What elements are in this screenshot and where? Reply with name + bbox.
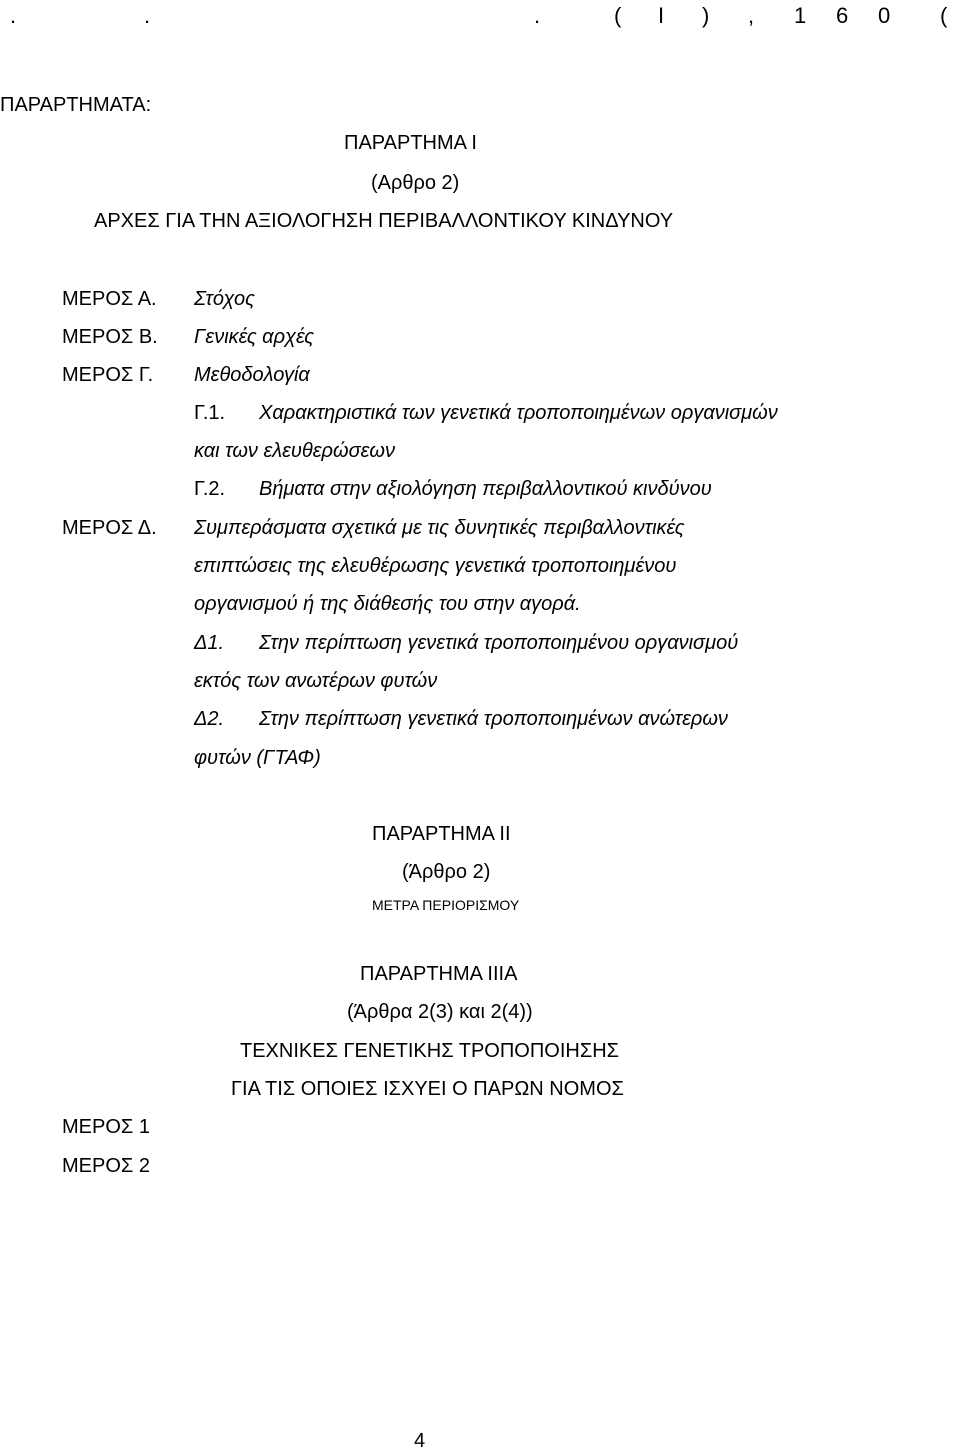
annex-3a-subtitle: ΤΕΧΝΙΚΕΣ ΓΕΝΕΤΙΚΗΣ ΤΡΟΠΟΠΟΙΗΣΗΣ	[240, 1040, 620, 1062]
part-d-line: Συμπεράσματα σχετικά με τις δυνητικές περιβαλλοντικές	[194, 517, 685, 539]
subsection-title-cont: και των ελευθερώσεων	[194, 440, 396, 462]
annex-3a-subtitle: ΓΙΑ ΤΙΣ ΟΠΟΙΕΣ ΙΣΧΥΕΙ Ο ΠΑΡΩΝ ΝΟΜΟΣ	[231, 1078, 624, 1100]
header-mark: 1	[794, 3, 807, 28]
subsection-title: Στην περίπτωση γενετικά τροποποιημένου οργανισμού	[259, 632, 739, 654]
part-d-line: οργανισμού ή της διάθεσής του στην αγορά.	[194, 593, 581, 615]
subsection-number: Δ2.	[194, 708, 225, 730]
annex-3a-title: ΠΑΡΑΡΤΗΜΑ ΙΙΙΑ	[360, 963, 518, 985]
subsection-number: Γ.1.	[194, 402, 226, 424]
annex-1-title: ΠΑΡΑΡΤΗΜΑ Ι	[344, 132, 477, 154]
header-mark: 6	[836, 3, 849, 28]
header-mark: .	[10, 3, 17, 28]
annex-2-article: (Άρθρο 2)	[402, 861, 491, 883]
header-mark: ,	[748, 3, 755, 28]
header-mark: I	[658, 3, 665, 28]
annex-2-title: ΠΑΡΑΡΤΗΜΑ ΙΙ	[372, 823, 511, 845]
header-mark: (	[614, 3, 622, 28]
subsection-title-cont: εκτός των ανωτέρων φυτών	[194, 670, 438, 692]
header-mark: (	[940, 3, 948, 28]
page-number: 4	[414, 1430, 426, 1452]
part-label: ΜΕΡΟΣ Δ.	[62, 517, 157, 539]
subsection-number: Γ.2.	[194, 478, 226, 500]
subsection-title: Στην περίπτωση γενετικά τροποποιημένων ανώτερων	[259, 708, 728, 730]
header-mark: 0	[878, 3, 891, 28]
header-mark: )	[702, 3, 710, 28]
part-label: ΜΕΡΟΣ 1	[62, 1116, 150, 1138]
header-mark: .	[144, 3, 151, 28]
subsection-title: Βήματα στην αξιολόγηση περιβαλλοντικού κινδύνου	[259, 478, 712, 500]
header-mark: .	[534, 3, 541, 28]
part-d-line: επιπτώσεις της ελευθέρωσης γενετικά τροποποιημένου	[194, 555, 677, 577]
part-label: ΜΕΡΟΣ Γ.	[62, 364, 154, 386]
annex-1-article: (Αρθρο 2)	[371, 172, 460, 194]
part-title: Γενικές αρχές	[194, 326, 314, 348]
annex-3a-article: (Άρθρα 2(3) και 2(4))	[347, 1001, 533, 1023]
part-label: ΜΕΡΟΣ Α.	[62, 288, 157, 310]
part-label: ΜΕΡΟΣ 2	[62, 1155, 150, 1177]
subsection-title: Χαρακτηριστικά των γενετικά τροποποιημένων οργανισμών	[259, 402, 778, 424]
annex-2-subtitle: ΜΕΤΡΑ ΠΕΡΙΟΡΙΣΜΟΥ	[372, 897, 520, 913]
subsection-number: Δ1.	[194, 632, 225, 654]
annex-1-subtitle: ΑΡΧΕΣ ΓΙΑ ΤΗΝ ΑΞΙΟΛΟΓΗΣΗ ΠΕΡΙΒΑΛΛΟΝΤΙΚΟΥ ΚΙΝΔΥΝΟΥ	[94, 210, 674, 232]
subsection-title-cont: φυτών (ΓΤΑΦ)	[194, 747, 321, 769]
part-label: ΜΕΡΟΣ Β.	[62, 326, 158, 348]
part-title: Μεθοδολογία	[194, 364, 310, 386]
annexes-heading: ΠΑΡΑΡΤΗΜΑΤΑ:	[0, 94, 152, 116]
part-title: Στόχος	[194, 288, 255, 310]
